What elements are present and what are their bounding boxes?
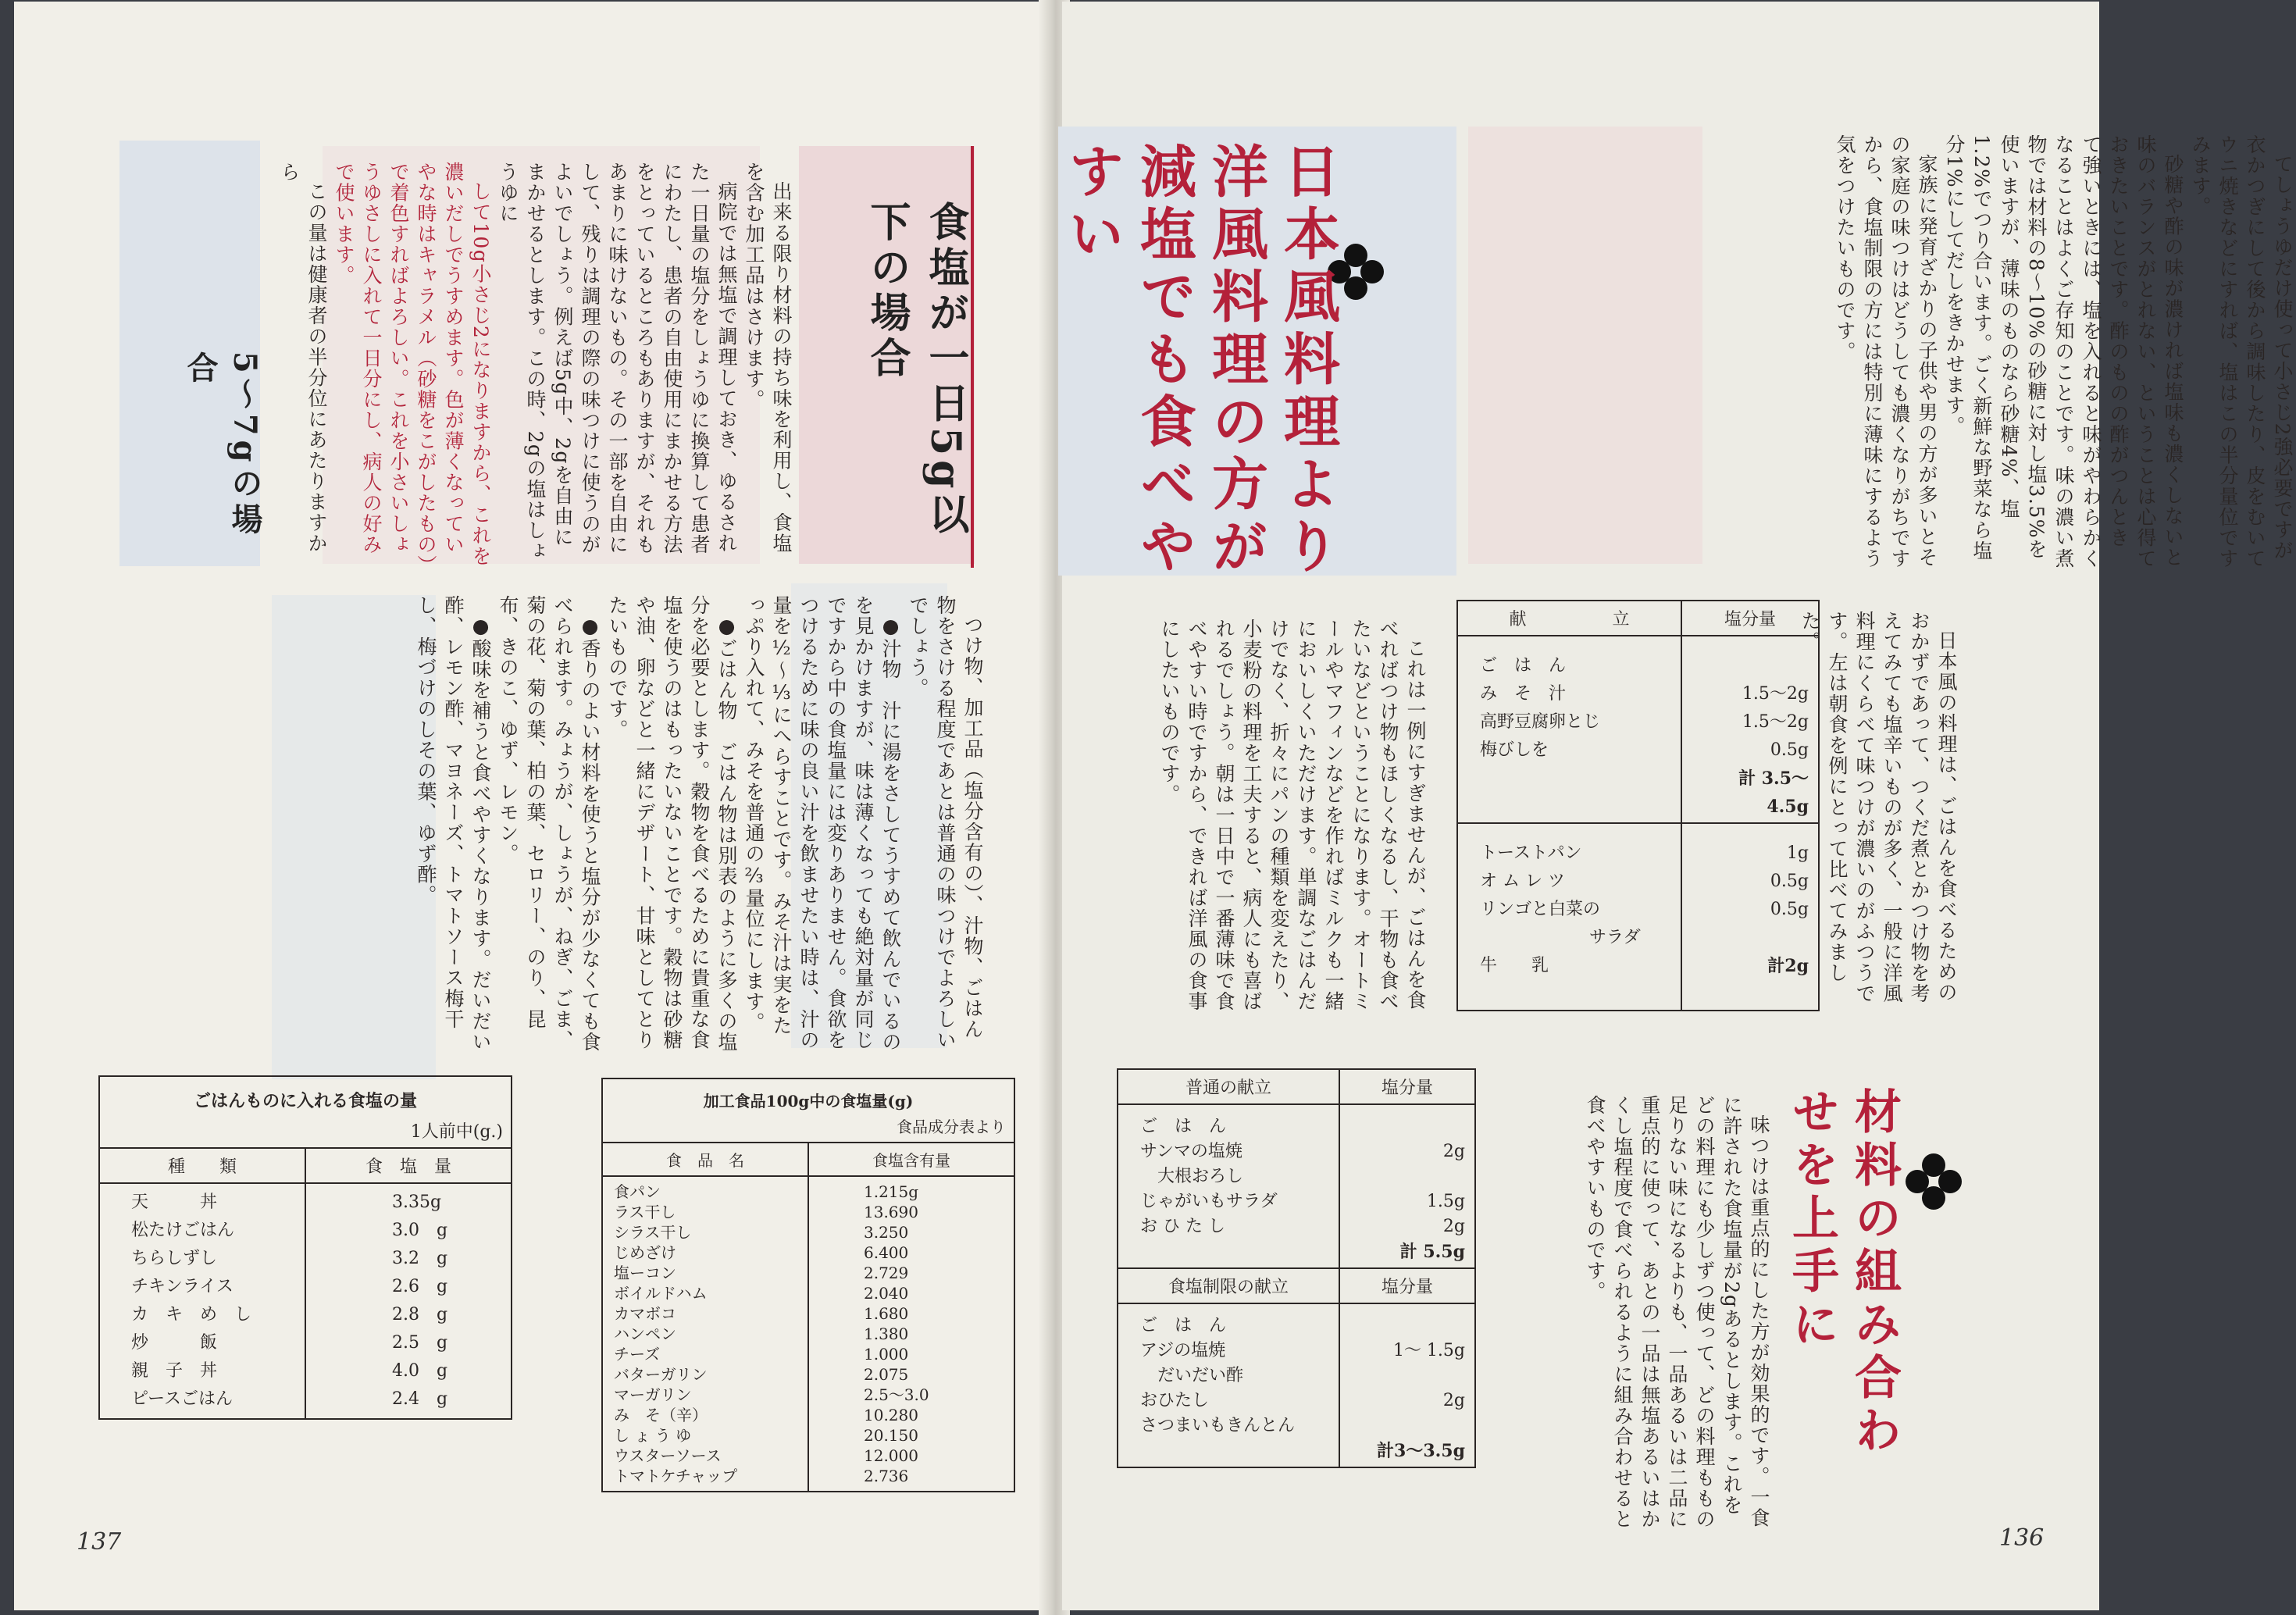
paragraph: して10g小さじ2になりますから、これを濃いだしでうすめます。色が薄くなっていやな時はキャラメル（砂糖をこがしたもの）で着色すればよろしい。これを小さいしょうゆさしに入れて一日分にし、病人の好みで使います。 <box>333 162 492 567</box>
body-column <box>1101 619 1429 1025</box>
menu-item: ご は ん <box>1140 1316 1227 1335</box>
table-title: 加工食品100g中の食塩量(g) <box>703 1092 914 1111</box>
table-cell: し ょ う ゆ <box>614 1426 692 1445</box>
paragraph: ●酸味を補うと食べやすくなります。だいだい酢、レモン酢、マヨネーズ、トマトソース梅干し、梅づけのしその葉、ゆず酢。 <box>415 595 492 1053</box>
table-cell: マーガリン <box>614 1385 692 1404</box>
salt-value: 2g <box>1442 1142 1465 1161</box>
column-header: 食 品 名 <box>602 1143 808 1176</box>
table-cell: み そ（辛） <box>614 1406 708 1424</box>
table-cell: 1.000 <box>864 1345 909 1364</box>
salt-value <box>1346 1364 1465 1389</box>
table-cell: 親 子 丼 <box>131 1361 218 1381</box>
menu-item: だいだい酢 <box>1140 1366 1244 1385</box>
table-cell: 2.4 g <box>392 1389 448 1409</box>
salt-total: 計3〜3.5g <box>1377 1441 1465 1461</box>
table-cell: 6.400 <box>864 1243 909 1262</box>
menu-item: 高野豆腐卵とじ <box>1480 712 1601 732</box>
salt-value <box>1346 1414 1465 1439</box>
table-cell: 10.280 <box>864 1406 918 1424</box>
breakfast-menu-table <box>1456 600 1820 1011</box>
table-cell: ボイルドハム <box>614 1284 708 1303</box>
table-cell: 松たけごはん <box>131 1221 235 1240</box>
table-cell: カ キ め し <box>131 1305 252 1324</box>
menu-item: アジの塩焼 <box>1140 1341 1226 1360</box>
salt-total: 計 5.5g <box>1399 1242 1465 1262</box>
table-cell: 1.380 <box>864 1324 909 1343</box>
paragraph: 砂糖や酢の味が濃ければ塩味も濃くしないと味のバランスがとれない、ということは心得ておきたいことです。酢のものの酢がつんとき て強いときには、塩を入れると味がやわらかくなることはよくご存知のことです。味の濃い煮物では材料の8〜10%の砂糖に対し塩3.5%を使いますが、薄味のものなら砂糖4%、塩1.2%でつり合います。ごく新鮮な野菜なら塩分1%にしてだしをきかせます。 <box>1943 134 2184 569</box>
menu-item: じゃがいもサラダ <box>1140 1192 1278 1211</box>
table-cell: 2.075 <box>864 1365 909 1384</box>
table-cell: 3.2 g <box>392 1249 448 1268</box>
column-header: 種 類 <box>99 1148 305 1183</box>
table-cell: カマボコ <box>614 1304 676 1323</box>
table-cell: ウスターソース <box>614 1446 722 1465</box>
column-header: 食塩含有量 <box>808 1143 1014 1176</box>
table-cell: 塩ーコン <box>614 1264 676 1282</box>
table-cell: 1.680 <box>864 1304 909 1323</box>
paragraph: ●汁物 汁に湯をさしてうすめて飲んでいるのを見かけますが、味は薄くなっても絶対量が同じですから中の食塩量には変りありません。食欲をつけるために味の良い汁を飲ませたい時は、汁の量を½〜⅓にへらすことです。みそ汁は実をたっぷり入れて、みそを普通の⅔量位にします。 <box>743 595 902 1053</box>
salt-value <box>1346 1114 1465 1139</box>
table-cell: ラス干し <box>614 1203 676 1221</box>
table-cell: 3.250 <box>864 1223 909 1242</box>
salt-value: 1.5g <box>1426 1192 1465 1211</box>
table-cell: 3.35g <box>392 1193 442 1212</box>
table-cell: 食パン <box>614 1182 661 1201</box>
paragraph: ●ごはん物 ごはん物は別表のように多くの塩分を必要とします。穀物を食べるために貴重な食塩を使うのはもったいないことです。穀物は砂糖や油、卵などと一緒にデザート、甘味としてとりたいものです。 <box>606 595 738 1053</box>
table-cell: 20.150 <box>864 1426 918 1445</box>
menu-item: サンマの塩焼 <box>1140 1142 1242 1161</box>
salt-total: 計2g <box>1767 956 1809 976</box>
table-cell: 2.729 <box>864 1264 909 1282</box>
table-cell: チーズ <box>614 1345 660 1364</box>
processed-food-salt-table <box>601 1078 1015 1492</box>
paragraph: 日本風の料理は、ごはんを食べるためのおかずであって、つくだ煮とかつけ物を考えてみても塩辛いものが多く、一般に洋風料理にくらべて味つけが濃いのがふつうです。左は朝食を例にとって比べてみました。 <box>1799 611 1958 1004</box>
clover-ornament-icon <box>1906 1153 1962 1210</box>
table-cell: トマトケチャップ <box>614 1467 738 1485</box>
table-cell: バターガリン <box>614 1365 708 1384</box>
paragraph: この量は健康者の半分位にあたりますから <box>278 162 328 554</box>
paragraph: 味つけは重点的にした方が効果的です。一食に許された食塩量が2gあるとします。これをどの料理にも少しずつ使って、どの料理ももの足りない味になるよりも、一品あるいは二品に重点的に使って、あとの一品は無塩あるいはかくし塩程度で食べられるように組み合わせると食べやすいものです。 <box>1584 1095 1770 1530</box>
left-page <box>14 2 1053 1610</box>
body-column <box>1374 134 2296 572</box>
salt-value <box>1346 1164 1465 1189</box>
section-heading: 食塩が一日5g以下の場合 <box>863 201 969 539</box>
table-cell: 3.0 g <box>392 1221 448 1240</box>
salt-value: 1.5〜2g <box>1742 684 1809 704</box>
table-title: ごはんものに入れる食塩の量 <box>193 1091 417 1111</box>
table-cell: ちらしずし <box>131 1249 218 1268</box>
paragraph: 出来る限り材料の持ち味を利用し、食塩を含む加工品はさけます。 <box>743 162 793 554</box>
salt-value <box>1688 924 1809 952</box>
menu-item: サラダ <box>1589 928 1641 947</box>
paragraph: 家族に発育ざかりの子供や男の方が多いとその家庭の味つけはどうしても濃くなりがちですから、食塩制限の方には特別に薄味にするよう気をつけたいものです。 <box>1834 134 1938 569</box>
table-cell: 12.000 <box>864 1446 918 1465</box>
paragraph: つけ物、加工品（塩分含有の）、汁物、ごはん物をさける程度であとは普通の味つけでよろしいでしょう。 <box>907 595 984 1050</box>
table-cell: 1.215g <box>864 1182 919 1201</box>
table-cell: ピースごはん <box>131 1389 234 1409</box>
salt-value <box>1688 652 1809 680</box>
salt-total: 計 3.5〜 4.5g <box>1738 768 1809 817</box>
menu-compare-table <box>1117 1068 1476 1468</box>
table-cell: 13.690 <box>864 1203 918 1221</box>
menu-item: さつまいもきんとん <box>1140 1416 1296 1435</box>
paragraph: ●香りのよい材料を使うと塩分が少なくても食べられます。みょうが、しょうが、ねぎ、ごま、菊の花、菊の葉、柏の葉、セロリー、のり、昆布、きのこ、ゆず、レモン。 <box>497 595 601 1053</box>
menu-item: トーストパン <box>1480 843 1582 863</box>
rice-salt-table <box>98 1075 512 1420</box>
body-column <box>1507 1095 1773 1532</box>
salt-value: 2g <box>1442 1391 1465 1410</box>
paragraph: これは一例にすぎませんが、ごはんを食べればつけ物もほしくなるし、干物も食べたいなどということになります。オートミールやマフィンなどを作ればミルクも一緒においしくいただけます。単調なごはんだけでなく、折々にパンの種類を変えたり、小麦粉の料理を工夫すると、病人にも喜ばれるでしょう。朝は一日中で一番薄味で食べやすい時ですから、できれば洋風の食事にしたいものです。 <box>1158 619 1427 1012</box>
menu-item: 牛 乳 <box>1480 956 1549 975</box>
page-number: 137 <box>77 1528 122 1556</box>
column-header: 食 塩 量 <box>305 1148 512 1183</box>
column-header: 塩分量 <box>1339 1069 1475 1104</box>
body-column <box>116 595 986 1056</box>
menu-item: 大根おろし <box>1140 1167 1244 1186</box>
table-cell: 炒 飯 <box>131 1333 218 1353</box>
menu-item: リンゴと白菜の <box>1480 900 1601 919</box>
menu-item: お ひ た し <box>1140 1217 1225 1236</box>
table-cell: 2.6 g <box>392 1277 448 1296</box>
table-cell: 2.5〜3.0 <box>864 1385 929 1404</box>
salt-value: 0.5g <box>1770 872 1809 891</box>
table-cell: チキンライス <box>131 1277 234 1296</box>
section-subheading: 5〜7gの場合 <box>182 351 263 539</box>
table-cell: 2.5 g <box>392 1333 448 1353</box>
table-cell: 2.736 <box>864 1467 909 1485</box>
section-heading: 材料の組み合わせを上手に <box>1784 1087 1902 1459</box>
salt-value: 1〜 1.5g <box>1392 1341 1465 1360</box>
salt-value: 1g <box>1786 843 1809 863</box>
menu-item: オ ム レ ツ <box>1480 872 1565 891</box>
table-cell: 2.8 g <box>392 1305 448 1324</box>
section-heading: 日本風料理より洋風料理の方が減塩でも食べやすい <box>1059 142 1341 579</box>
salt-value: 1.5〜2g <box>1742 712 1809 732</box>
paragraph: てしょうゆだけ使って小さじ2強必要ですが衣かつぎにして後から調味したり、皮をむいてウニ焼きなどにすれば、塩はこの半分量位ですみます。 <box>2189 134 2294 569</box>
table-cell: じめざけ <box>614 1243 676 1262</box>
table-unit: 1人前中(g.) <box>410 1122 503 1142</box>
table-cell: シラス干し <box>614 1223 692 1242</box>
salt-value: 0.5g <box>1770 740 1809 760</box>
table-cell: ハンペン <box>614 1324 676 1343</box>
paragraph: 病院では無塩で調理しておき、ゆるされた一日量の塩分をしょうゆに換算して患者にわたし、患者の自由使用にまかせる方法をとっているところもありますが、それもあまりに味けないもの。その一部を自由にして、残りは調理の際の味つけに使うのがよいでしょう。例えば5g中、2gを自由にまかせるとします。この時、2gの塩はしょうゆに <box>497 162 738 562</box>
table-cell: 2.040 <box>864 1284 909 1303</box>
salt-value <box>1346 1314 1465 1339</box>
menu-item: ご は ん <box>1140 1117 1227 1136</box>
table-source: 食品成分表より <box>897 1118 1006 1136</box>
body-column <box>1799 611 1960 1017</box>
menu-item: み そ 汁 <box>1480 684 1567 704</box>
column-header: 献 立 <box>1457 601 1681 636</box>
table-cell: 天 丼 <box>131 1193 218 1212</box>
page-number: 136 <box>1999 1524 2045 1552</box>
table-cell: 4.0 g <box>392 1361 448 1381</box>
menu-item: おひたし <box>1140 1391 1210 1410</box>
column-header: 塩分量 <box>1681 601 1819 636</box>
column-header: 塩分量 <box>1339 1268 1475 1303</box>
column-header: 普通の献立 <box>1118 1069 1339 1104</box>
salt-value: 2g <box>1442 1217 1465 1236</box>
column-header: 食塩制限の献立 <box>1118 1268 1339 1303</box>
menu-item: 梅びしを <box>1480 740 1549 760</box>
right-page <box>1059 2 2294 1610</box>
menu-item: ご は ん <box>1480 656 1567 676</box>
salt-value: 0.5g <box>1770 900 1809 919</box>
